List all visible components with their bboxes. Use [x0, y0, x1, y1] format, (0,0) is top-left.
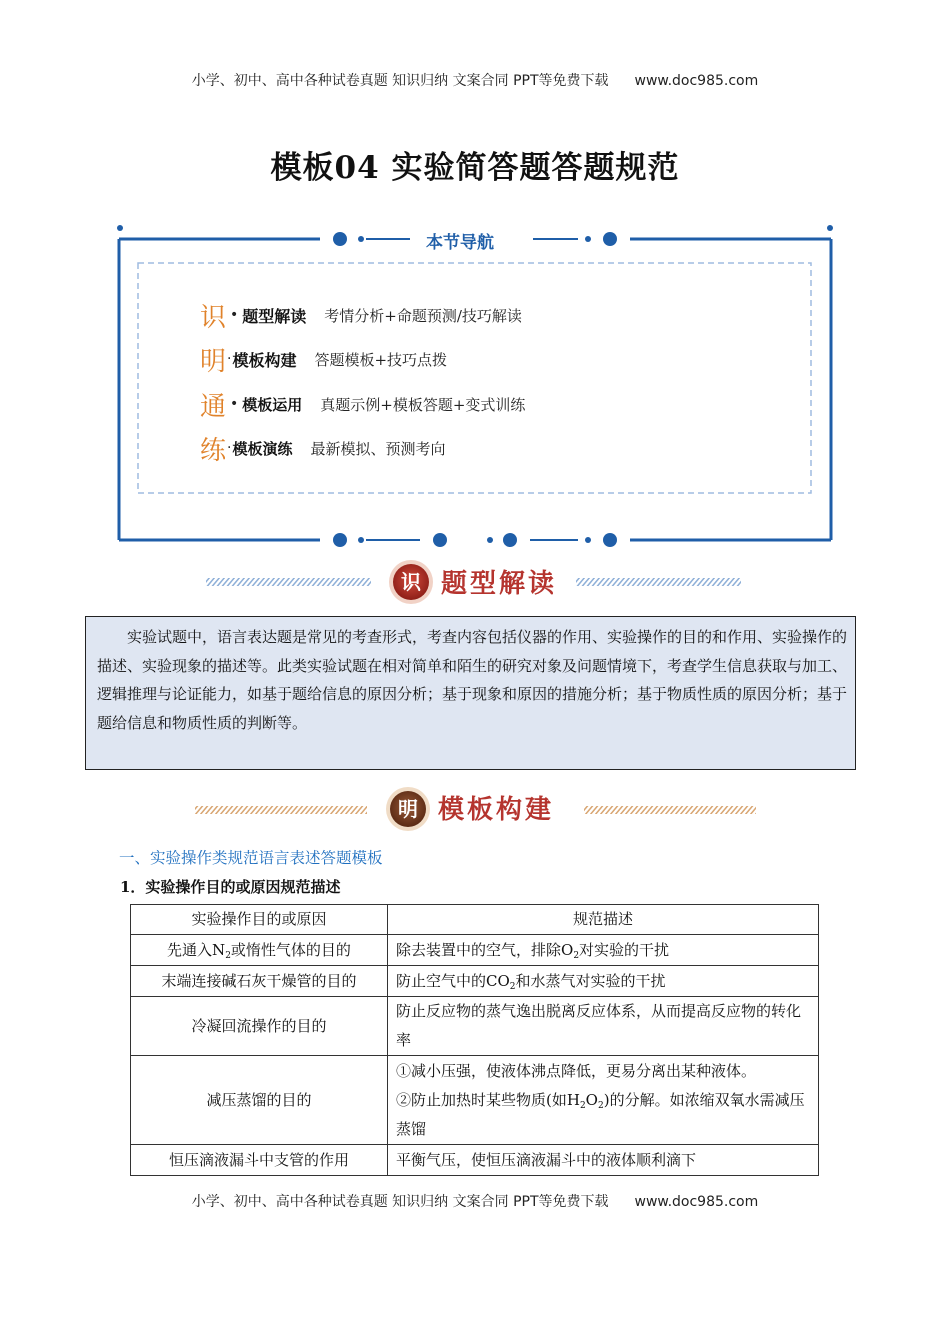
nav-item-char: 练: [200, 435, 227, 466]
nav-item-name: 模板构建: [232, 350, 297, 370]
table-cell-purpose: 末端连接碱石灰干燥管的目的: [131, 966, 388, 997]
page-footer: [0, 1191, 950, 1211]
banner-badge-char: 明: [398, 797, 418, 821]
sub-heading: 1．实验操作目的或原因规范描述: [120, 878, 341, 896]
intro-box: [85, 616, 856, 770]
header-text: 小学、初中、高中各种试卷真题 知识归纳 文案合同 PPT等免费下载: [191, 73, 609, 89]
table-cell-description: ①减小压强，使液体沸点降低，更易分离出某种液体。 ②防止加热时某些物质(如$H_2O_2$)的分解。如浓缩双氧水需减压蒸馏: [388, 1056, 819, 1145]
nav-item-tong[interactable]: [200, 387, 525, 421]
intro-paragraph: 实验试题中，语言表达题是常见的考查形式，考查内容包括仪器的作用、实验操作的目的和作用、实验操作的描述、实验现象的描述等。此类实验试题在相对简单和陌生的研究对象及问题情境下，考查学生信息获取与加工、逻辑推理与论证能力，如基于题给信息的原因分析；基于现象和原因的措施分析；基于物质性质的原因分析；基于题给信息和物质性质的判断等。: [97, 628, 848, 732]
banner-title: 题型解读: [441, 569, 558, 599]
header-site[interactable]: www.doc985.com: [634, 73, 759, 89]
bullet-dot-icon: ·: [227, 351, 232, 367]
nav-title: 本节导航: [426, 233, 494, 253]
table-cell-purpose: 恒压滴液漏斗中支管的作用: [131, 1145, 388, 1176]
nav-item-desc: 答题模板+技巧点拨: [314, 350, 448, 369]
nav-item-name: 模板运用: [242, 395, 303, 414]
footer-site[interactable]: www.doc985.com: [634, 1194, 759, 1210]
section-heading: 一、实验操作类规范语言表述答题模板: [119, 849, 383, 867]
nav-item-shi[interactable]: [200, 298, 522, 332]
table-header-row: [131, 905, 819, 935]
document-title: 模板04 实验简答题答题规范: [270, 150, 680, 186]
banner-badge-char: 识: [401, 570, 421, 594]
nav-item-char: 明: [200, 346, 227, 377]
nav-item-lian[interactable]: [200, 431, 446, 465]
spec-table: [130, 904, 819, 1176]
table-row: [131, 1145, 819, 1176]
nav-item-desc: 最新模拟、预测考向: [310, 439, 446, 458]
table-row: [131, 935, 819, 966]
table-cell-purpose: 先通入$N_2$或惰性气体的目的: [131, 935, 388, 966]
table-cell-description: 除去装置中的空气，排除$O_2$对实验的干扰: [388, 935, 819, 966]
table-row: [131, 1056, 819, 1145]
table-cell-description: 防止反应物的蒸气逸出脱离反应体系，从而提高反应物的转化率: [388, 997, 819, 1056]
table-cell-purpose: 减压蒸馏的目的: [131, 1056, 388, 1145]
nav-item-desc: 真题示例+模板答题+变式训练: [320, 395, 526, 414]
table-cell-description: 防止空气中的$CO_2$和水蒸气对实验的干扰: [388, 966, 819, 997]
table-row: [131, 966, 819, 997]
table-cell-purpose: 冷凝回流操作的目的: [131, 997, 388, 1056]
nav-item-ming[interactable]: [200, 342, 447, 376]
nav-item-desc: 考情分析+命题预测/技巧解读: [324, 306, 522, 325]
table-header-cell: 规范描述: [388, 905, 819, 935]
nav-item-char: 识: [200, 302, 227, 333]
footer-text: 小学、初中、高中各种试卷真题 知识归纳 文案合同 PPT等免费下载: [191, 1194, 609, 1210]
nav-item-name: 题型解读: [242, 306, 307, 326]
banner-title: 模板构建: [438, 795, 555, 825]
table-cell-description: 平衡气压，使恒压滴液漏斗中的液体顺利滴下: [388, 1145, 819, 1176]
bullet-dot-icon: •: [230, 396, 239, 412]
table-header-cell: 实验操作目的或原因: [131, 905, 388, 935]
nav-item-name: 模板演练: [232, 439, 293, 458]
bullet-dot-icon: •: [230, 307, 239, 323]
bullet-dot-icon: ·: [227, 440, 232, 456]
table-row: [131, 997, 819, 1056]
nav-item-char: 通: [200, 391, 227, 422]
navigation-frame: [0, 0, 950, 560]
